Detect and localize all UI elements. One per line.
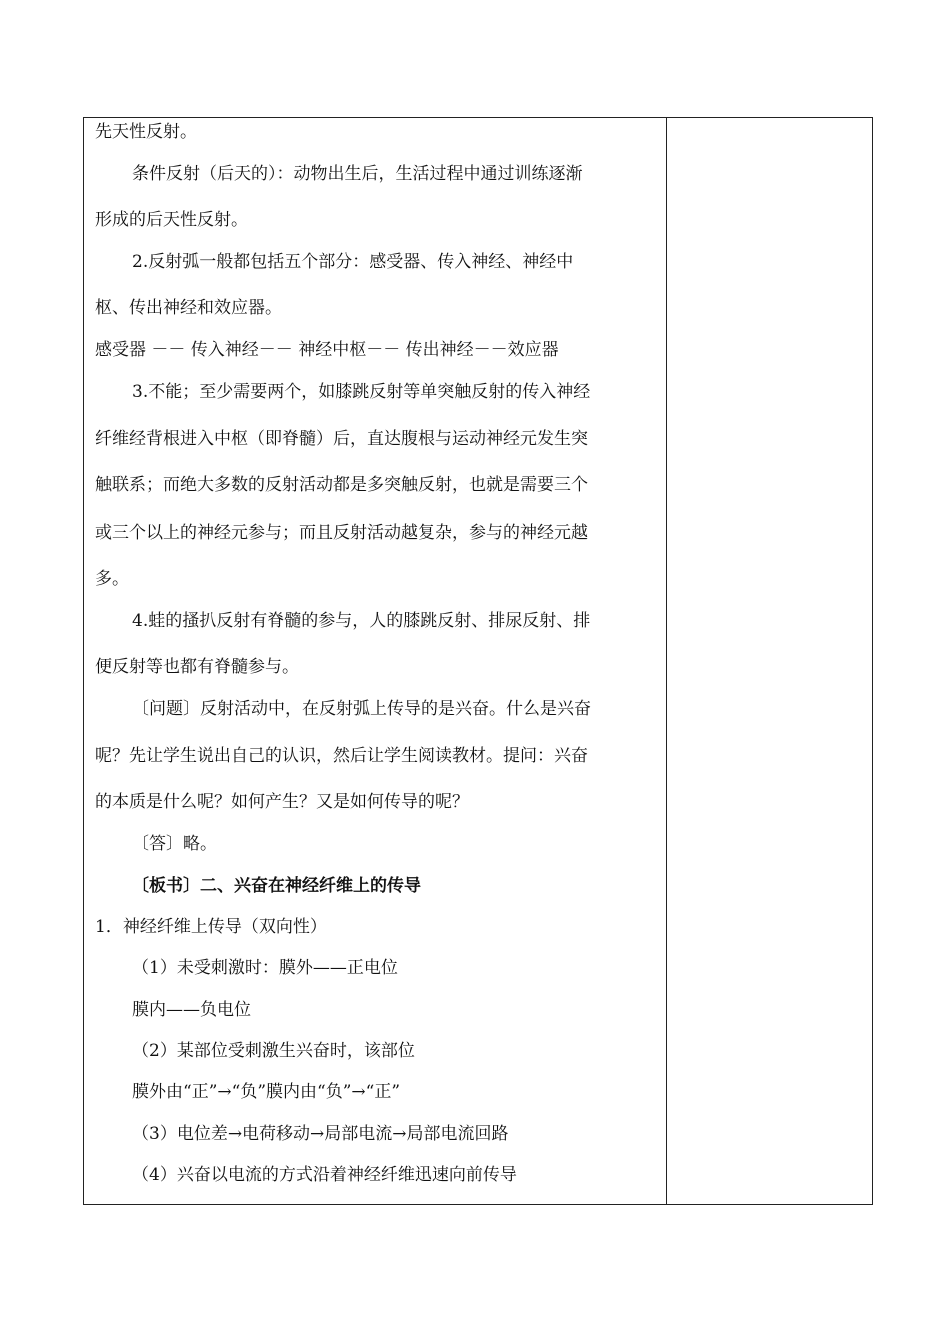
text-line: 感受器 －－ 传入神经－－ 神经中枢－－ 传出神经－－效应器 bbox=[95, 340, 559, 360]
lesson-table bbox=[83, 117, 873, 1205]
text-line: 先天性反射。 bbox=[95, 122, 197, 142]
text-line: （4）兴奋以电流的方式沿着神经纤维迅速向前传导 bbox=[132, 1165, 517, 1185]
text-line: 纤维经背根进入中枢（即脊髓）后，直达腹根与运动神经元发生突 bbox=[95, 429, 588, 449]
text-line: 触联系；而绝大多数的反射活动都是多突触反射，也就是需要三个 bbox=[95, 475, 588, 495]
text-line: 形成的后天性反射。 bbox=[95, 210, 248, 230]
text-line: 条件反射（后天的）：动物出生后，生活过程中通过训练逐渐 bbox=[132, 164, 583, 184]
text-line: （1）未受刺激时：膜外——正电位 bbox=[132, 958, 398, 978]
text-line: 的本质是什么呢？如何产生？又是如何传导的呢？ bbox=[95, 792, 469, 812]
text-line: 〔问题〕反射活动中，在反射弧上传导的是兴奋。什么是兴奋 bbox=[132, 699, 591, 719]
text-line: （3）电位差→电荷移动→局部电流→局部电流回路 bbox=[132, 1124, 509, 1144]
text-line: 3.不能；至少需要两个，如膝跳反射等单突触反射的传入神经 bbox=[132, 382, 591, 402]
text-line: 〔答〕略。 bbox=[132, 834, 217, 854]
text-line: （2）某部位受刺激生兴奋时，该部位 bbox=[132, 1041, 415, 1061]
text-line: 多。 bbox=[95, 569, 129, 589]
text-line: 2.反射弧一般都包括五个部分：感受器、传入神经、神经中 bbox=[132, 252, 574, 272]
text-line: 4.蛙的搔扒反射有脊髓的参与，人的膝跳反射、排尿反射、排 bbox=[132, 611, 591, 631]
text-line: 或三个以上的神经元参与；而且反射活动越复杂，参与的神经元越 bbox=[95, 523, 588, 543]
text-line: 呢？先让学生说出自己的认识，然后让学生阅读教材。提问：兴奋 bbox=[95, 746, 588, 766]
content-column bbox=[84, 118, 667, 1204]
text-line: 膜内——负电位 bbox=[132, 1000, 251, 1020]
section-heading: 〔板书〕二、兴奋在神经纤维上的传导 bbox=[132, 876, 421, 896]
text-line: 1．神经纤维上传导（双向性） bbox=[95, 917, 327, 937]
notes-column bbox=[667, 118, 872, 1204]
text-line: 便反射等也都有脊髓参与。 bbox=[95, 657, 299, 677]
text-line: 枢、传出神经和效应器。 bbox=[95, 298, 282, 318]
text-line: 膜外由“正”→“负”膜内由“负”→“正” bbox=[132, 1082, 401, 1102]
